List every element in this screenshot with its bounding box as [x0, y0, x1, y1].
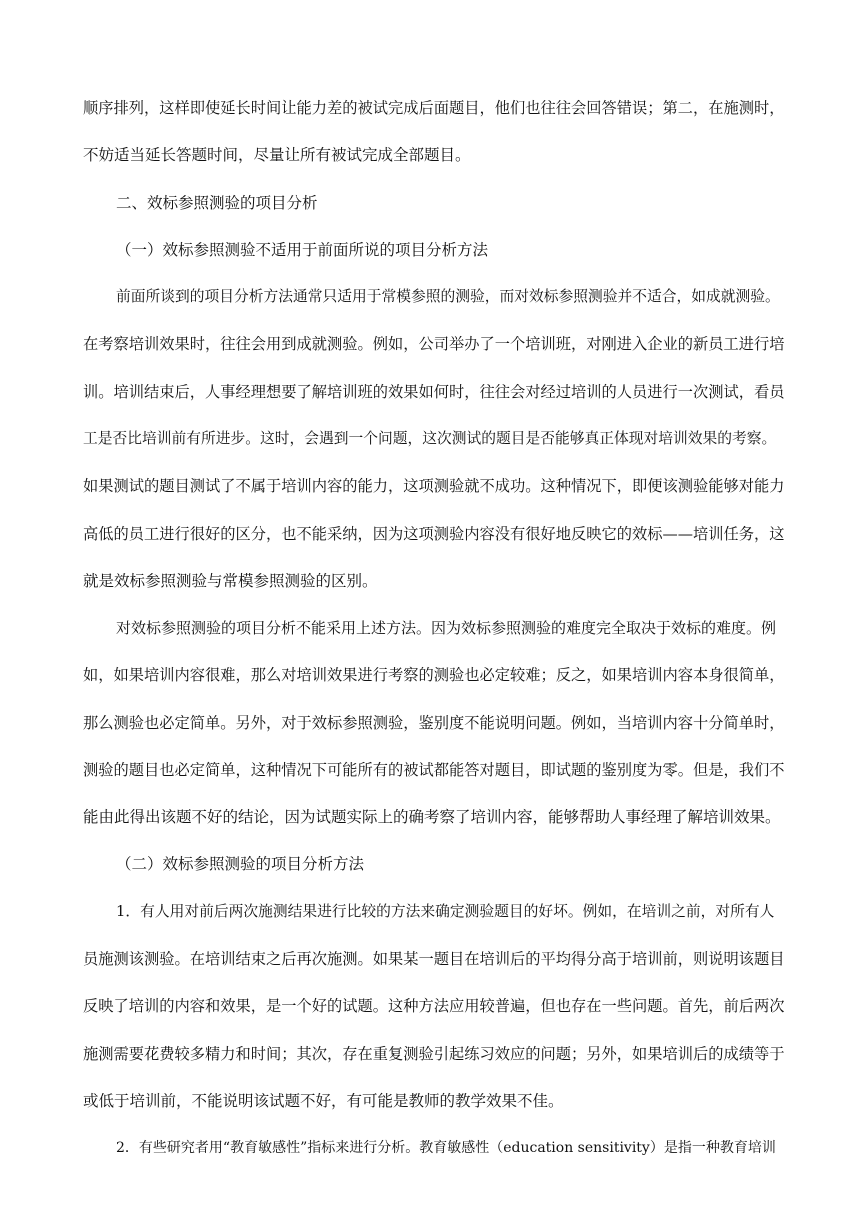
text-line-19: 员施测该测验。在培训结束之后再次施测。如果某一题目在培训后的平均得分高于培训前，则说明该题目: [83, 950, 785, 968]
subsection-heading-1: （一）效标参照测验不适用于前面所说的项目分析方法: [116, 241, 489, 259]
text-line-10: 高低的员工进行很好的区分，也不能采纳，因为这项测验内容没有很好地反映它的效标——培训任务，这: [83, 525, 785, 543]
text-line-20: 反映了培训的内容和效果，是一个好的试题。这种方法应用较普遍，但也存在一些问题。首先，前后两次: [83, 997, 785, 1015]
text-line-7: 训。培训结束后，人事经理想要了解培训班的效果如何时，往往会对经过培训的人员进行一次测试，看员: [83, 383, 785, 401]
text-line-6: 在考察培训效果时，往往会用到成就测验。例如，公司举办了一个培训班，对刚进入企业的新员工进行培: [83, 335, 785, 353]
text-line-5: 前面所谈到的项目分析方法通常只适用于常模参照的测验，而对效标参照测验并不适合，如成就测验。: [116, 288, 780, 305]
text-line-13: 如，如果培训内容很难，那么对培训效果进行考察的测验也必定较难；反之，如果培训内容本身很简单，: [83, 666, 785, 684]
text-line-1: 顺序排列，这样即使延长时间让能力差的被试完成后面题目，他们也往往会回答错误；第二，在施测时，: [83, 99, 785, 117]
text-line-12: 对效标参照测验的项目分析不能采用上述方法。因为效标参照测验的难度完全取决于效标的难度。例: [116, 619, 777, 637]
text-line-18: 1．有人用对前后两次施测结果进行比较的方法来确定测验题目的好坏。例如，在培训之前，对所有人: [116, 903, 775, 920]
text-line-21: 施测需要花费较多精力和时间；其次，存在重复测验引起练习效应的问题；另外，如果培训后的成绩等于: [83, 1045, 785, 1063]
subsection-heading-2: （二）效标参照测验的项目分析方法: [116, 855, 365, 873]
text-line-2: 不妨适当延长答题时间，尽量让所有被试完成全部题目。: [83, 146, 471, 164]
text-line-8: 工是否比培训前有所进步。这时，会遇到一个问题，这次测试的题目是否能够真正体现对培训效果的考察。: [83, 430, 777, 447]
text-line-23: 2．有些研究者用“教育敏感性”指标来进行分析。教育敏感性（education sensitivity）是指一种教育培训: [116, 1140, 776, 1156]
text-line-15: 测验的题目也必定简单，这种情况下可能所有的被试都能答对题目，即试题的鉴别度为零。但是，我们不: [83, 761, 785, 779]
text-line-11: 就是效标参照测验与常模参照测验的区别。: [83, 572, 378, 590]
text-line-14: 那么测验也必定简单。另外，对于效标参照测验，鉴别度不能说明问题。例如，当培训内容十分简单时，: [83, 714, 785, 732]
text-line-22: 或低于培训前，不能说明该试题不好，有可能是教师的教学效果不佳。: [83, 1092, 564, 1110]
section-heading: 二、效标参照测验的项目分析: [116, 194, 318, 212]
text-line-16: 能由此得出该题不好的结论，因为试题实际上的确考察了培训内容，能够帮助人事经理了解培训效果。: [83, 808, 781, 826]
text-line-9: 如果测试的题目测试了不属于培训内容的能力，这项测验就不成功。这种情况下，即便该测验能够对能力: [83, 477, 785, 495]
